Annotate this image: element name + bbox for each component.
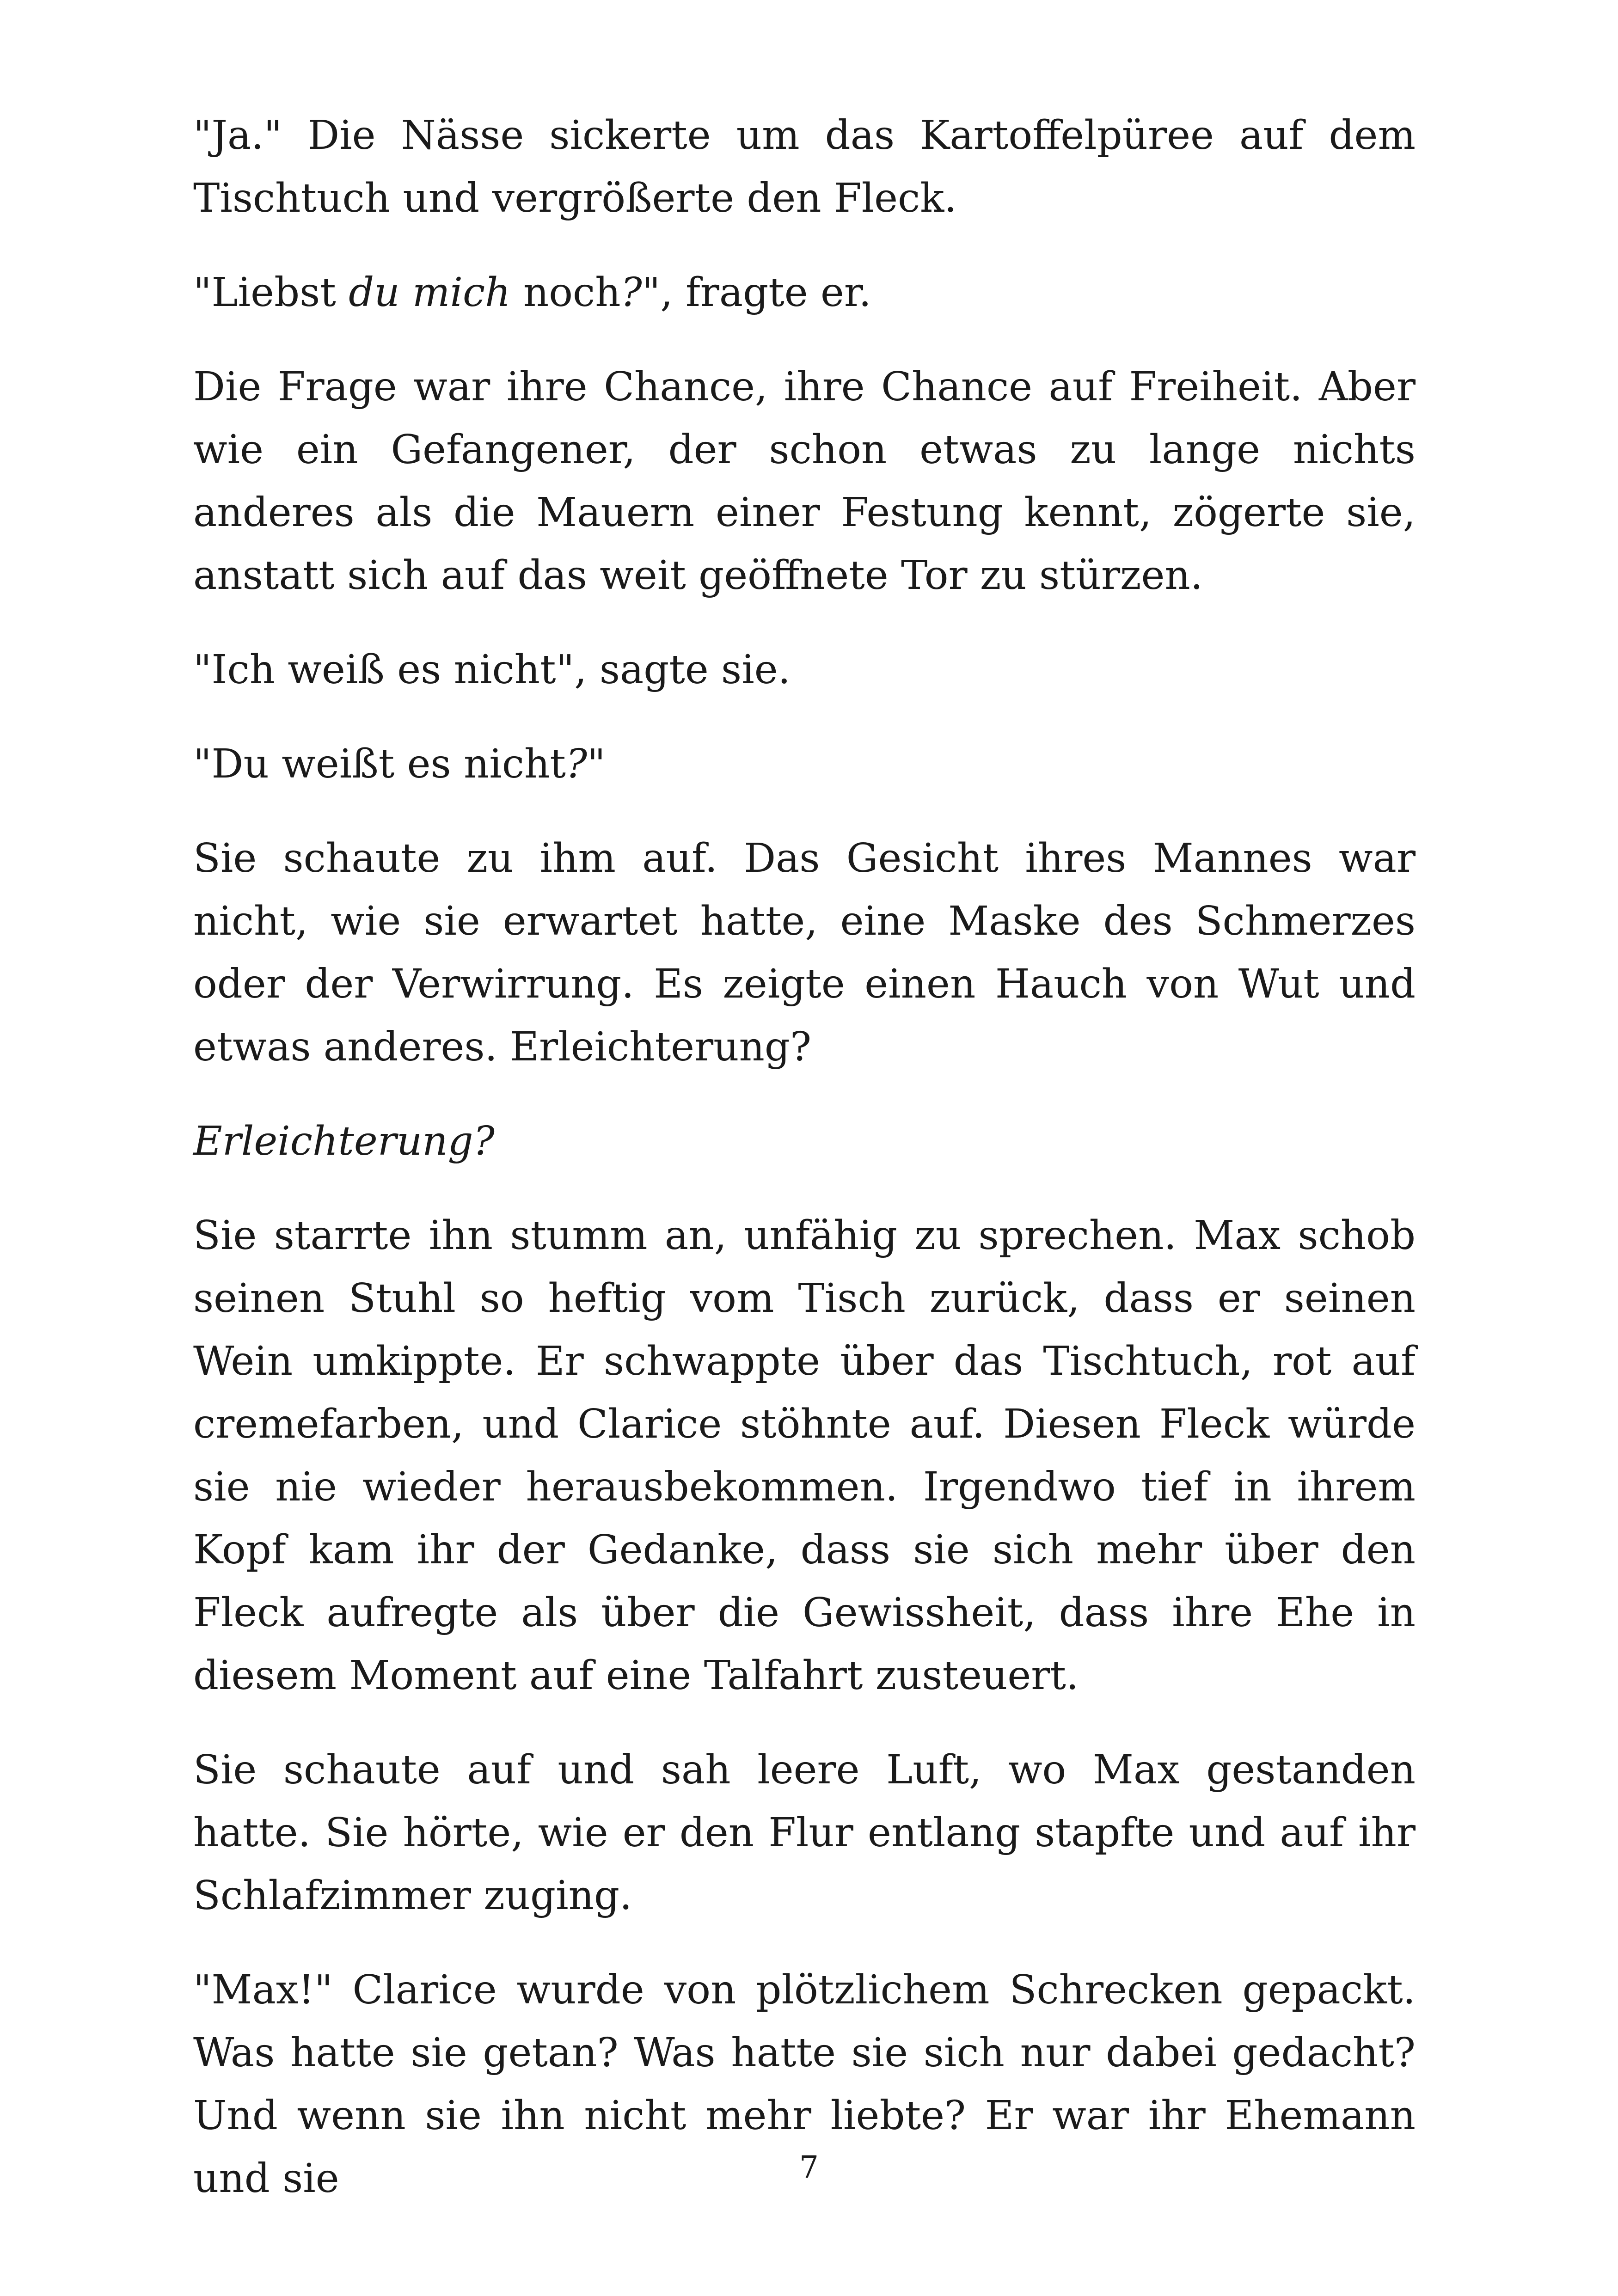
italic-text: Erleichterung? <box>193 1118 495 1164</box>
paragraph <box>193 261 1416 324</box>
paragraph <box>193 1739 1416 1927</box>
italic-text: ? <box>565 741 588 787</box>
paragraph <box>193 827 1416 1078</box>
text-run: "Du weißt es nicht <box>193 741 566 787</box>
text-run: Sie starrte ihn stumm an, unfähig zu sprechen. Max schob seinen Stuhl so heftig vom Tisch zurück, dass er seinen Wein umkippte. Er schwappte über das Tischtuch, rot auf cremefarben, und Clarice stöhnte auf. Diesen Fleck würde sie nie wieder herausbekommen. Irgendwo tief in ihrem Kopf kam ihr der Gedanke, dass sie sich mehr über den Fleck aufregte als über die Gewissheit, dass ihre Ehe in diesem Moment auf eine Talfahrt zusteuert. <box>193 1212 1416 1699</box>
text-run: "Ich weiß es nicht", sagte sie. <box>193 647 791 693</box>
text-run: "Liebst <box>193 269 349 316</box>
page-number: 7 <box>799 2149 819 2185</box>
text-run: Sie schaute zu ihm auf. Das Gesicht ihres Mannes war nicht, wie sie erwartet hatte, eine Maske des Schmerzes oder der Verwirrung. Es zeigte einen Hauch von Wut und etwas anderes. Erleichterung? <box>193 835 1416 1070</box>
paragraph <box>193 733 1416 796</box>
text-run: " <box>587 741 606 787</box>
text-run: "Max!" Clarice wurde von plötzlichem Schrecken gepackt. Was hatte sie getan? Was hatte sie sich nur dabei gedacht? Und wenn sie ihn nicht mehr liebte? Er war ihr Ehemann und sie <box>193 1967 1416 2202</box>
text-run: noch <box>510 269 621 316</box>
italic-text: ? <box>620 269 642 316</box>
body-text <box>193 104 1416 2241</box>
paragraph <box>193 1204 1416 1707</box>
paragraph <box>193 355 1416 607</box>
paragraph <box>193 104 1416 230</box>
italic-text: du mich <box>349 269 511 316</box>
text-run: ", fragte er. <box>642 269 871 316</box>
text-run: Die Frage war ihre Chance, ihre Chance auf Freiheit. Aber wie ein Gefangener, der schon etwas zu lange nichts anderes als die Mauern einer Festung kennt, zögerte sie, anstatt sich auf das weit geöffnete Tor zu stürzen. <box>193 364 1416 599</box>
text-run: Sie schaute auf und sah leere Luft, wo Max gestanden hatte. Sie hörte, wie er den Flur entlang stapfte und auf ihr Schlafzimmer zuging. <box>193 1747 1416 1919</box>
paragraph <box>193 638 1416 701</box>
paragraph <box>193 1110 1416 1173</box>
text-run: "Ja." Die Nässe sickerte um das Kartoffelpüree auf dem Tischtuch und vergrößerte den Fleck. <box>193 112 1416 221</box>
